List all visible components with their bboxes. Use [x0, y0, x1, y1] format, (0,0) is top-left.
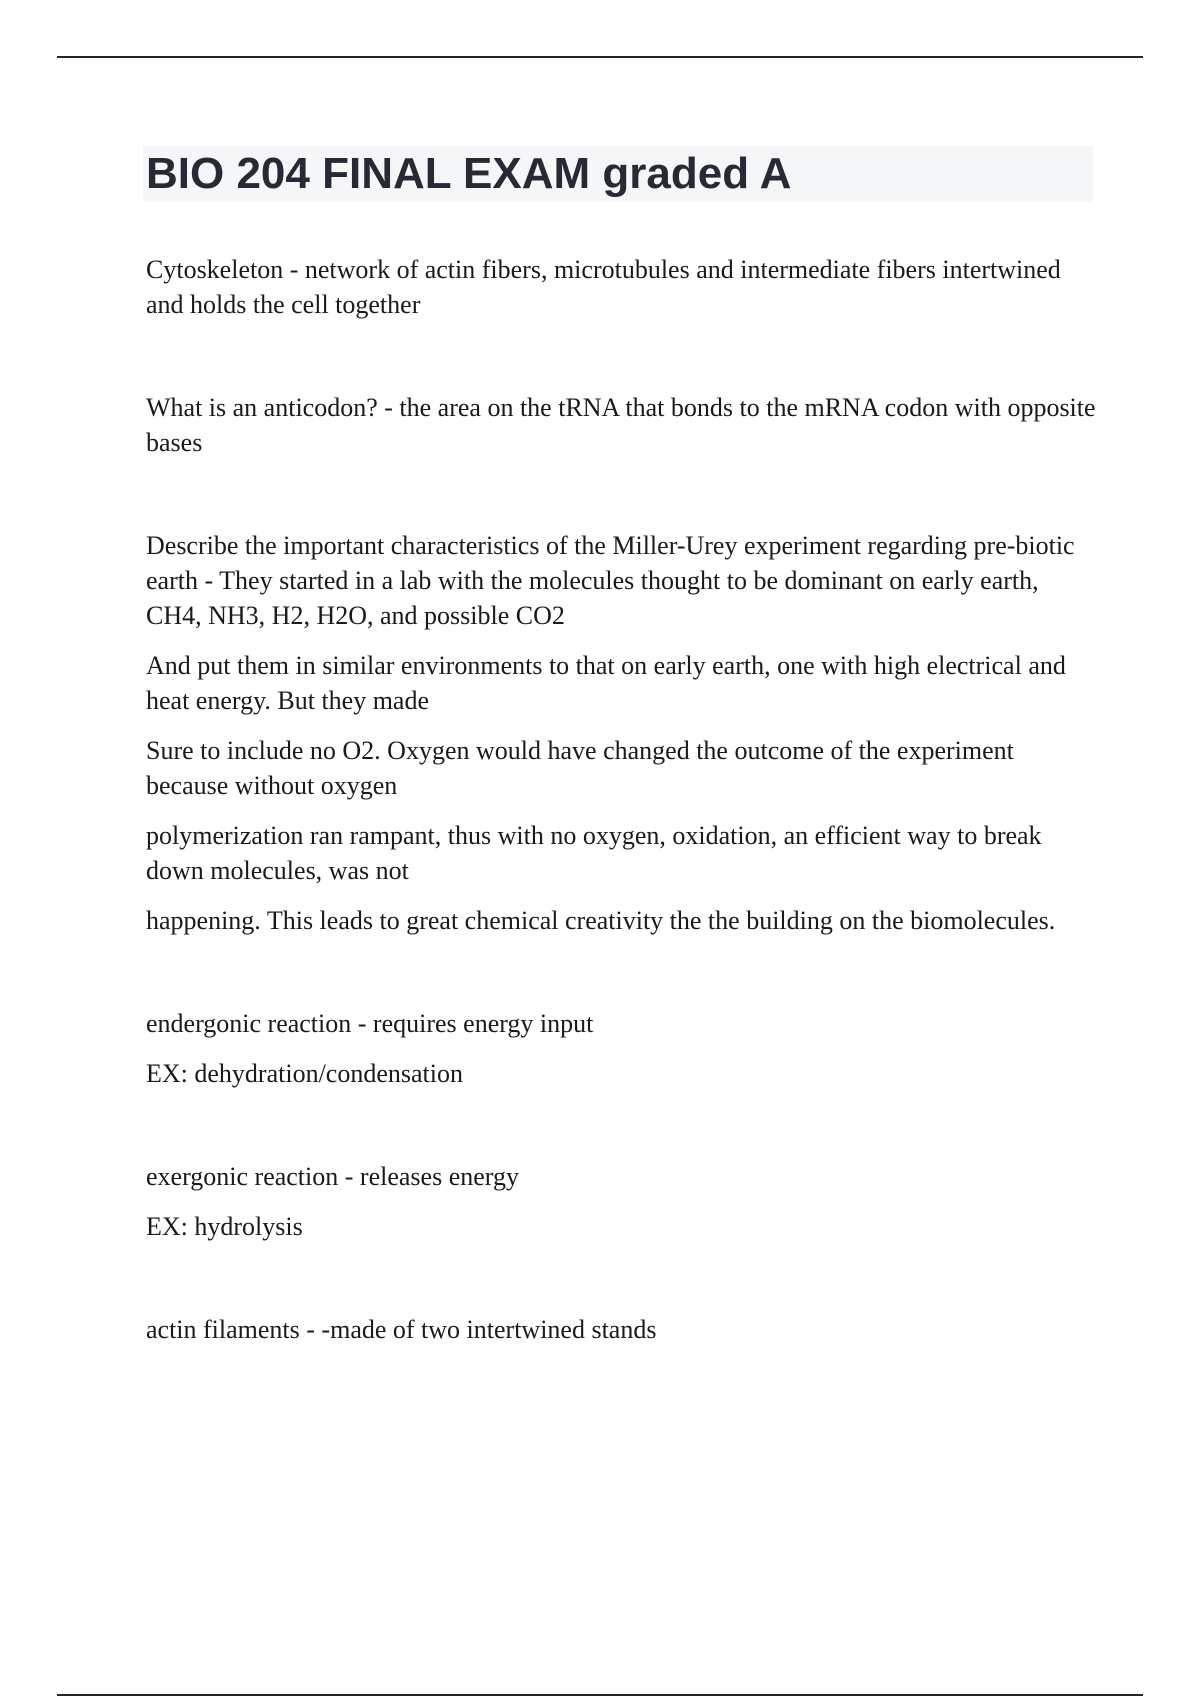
entry-paragraph: Sure to include no O2. Oxygen would have changed the outcome of the experiment because without oxygen: [146, 736, 1014, 800]
entry-paragraph: EX: dehydration/condensation: [146, 1059, 463, 1088]
entry-paragraph: What is an anticodon? - the area on the tRNA that bonds to the mRNA codon with opposite bases: [146, 393, 1096, 457]
entry-paragraph: actin filaments - -made of two intertwined stands: [146, 1315, 657, 1344]
top-divider: [57, 56, 1143, 58]
entry-paragraph: polymerization ran rampant, thus with no oxygen, oxidation, an efficient way to break down molecules, was not: [146, 821, 1042, 885]
qa-entry-miller-urey: [146, 528, 1096, 938]
entry-paragraph: happening. This leads to great chemical creativity the the building on the biomolecules.: [146, 906, 1056, 935]
entry-paragraph: exergonic reaction - releases energy: [146, 1162, 519, 1191]
document-body: [146, 252, 1096, 1347]
qa-entry-actin-filaments: [146, 1312, 1096, 1347]
page-title: BIO 204 FINAL EXAM graded A: [146, 149, 792, 198]
qa-entry-endergonic: [146, 1006, 1096, 1091]
entry-paragraph: And put them in similar environments to that on early earth, one with high electrical and heat energy. But they made: [146, 651, 1066, 715]
entry-paragraph: Cytoskeleton - network of actin fibers, microtubules and intermediate fibers intertwined and holds the cell together: [146, 255, 1061, 319]
bottom-divider: [57, 1694, 1143, 1696]
entry-paragraph: Describe the important characteristics of the Miller-Urey experiment regarding pre-biotic earth - They started in a lab with the molecules thought to be dominant on early earth, CH4, NH3, H2, H2O, and possible CO2: [146, 531, 1075, 630]
qa-entry-cytoskeleton: [146, 252, 1096, 322]
qa-entry-exergonic: [146, 1159, 1096, 1244]
entry-paragraph: endergonic reaction - requires energy input: [146, 1009, 594, 1038]
entry-paragraph: EX: hydrolysis: [146, 1212, 303, 1241]
qa-entry-anticodon: [146, 390, 1096, 460]
